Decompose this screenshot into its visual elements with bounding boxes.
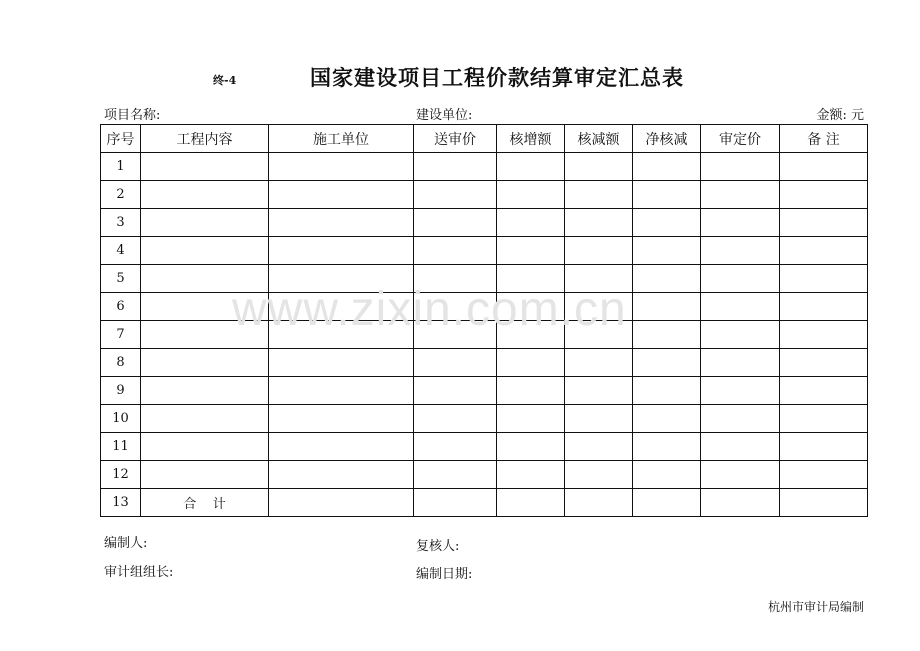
row-cell (780, 489, 868, 517)
row-cell (414, 489, 497, 517)
col-header-submitted-price: 送审价 (414, 125, 497, 153)
col-header-content: 工程内容 (141, 125, 269, 153)
table-row (101, 153, 868, 181)
reviewer-label: 复核人: (416, 539, 460, 554)
row-cell (565, 489, 633, 517)
col-header-net-decrease: 净核减 (633, 125, 701, 153)
row-cell (633, 237, 701, 265)
row-cell (497, 181, 565, 209)
row-cell (497, 349, 565, 377)
row-cell (633, 489, 701, 517)
project-name-label: 项目名称: (104, 108, 161, 123)
row-cell (780, 237, 868, 265)
row-cell (633, 209, 701, 237)
team-leader-label: 审计组组长: (104, 565, 174, 580)
row-cell (414, 433, 497, 461)
row-cell (633, 153, 701, 181)
issuer-label: 杭州市审计局编制 (767, 600, 864, 614)
row-cell (701, 153, 780, 181)
row-cell (269, 489, 414, 517)
row-seq-cell: 1 (101, 153, 141, 181)
row-cell (497, 433, 565, 461)
row-cell (565, 349, 633, 377)
row-content-cell (141, 181, 269, 209)
row-cell (701, 405, 780, 433)
row-cell (780, 209, 868, 237)
row-cell (497, 489, 565, 517)
row-cell (497, 153, 565, 181)
row-cell (414, 405, 497, 433)
row-cell (633, 321, 701, 349)
col-header-increase: 核增额 (497, 125, 565, 153)
row-cell (269, 209, 414, 237)
row-cell (780, 153, 868, 181)
row-content-cell (141, 237, 269, 265)
row-cell (780, 377, 868, 405)
row-cell (414, 237, 497, 265)
col-header-remarks: 备 注 (780, 125, 868, 153)
page-title: 国家建设项目工程价款结算审定汇总表 (310, 65, 684, 90)
table-row (101, 461, 868, 489)
row-cell (497, 237, 565, 265)
row-cell (565, 433, 633, 461)
row-cell (269, 181, 414, 209)
row-content-cell (141, 153, 269, 181)
watermark: www.zixin.com.cn (232, 283, 627, 336)
row-cell (497, 461, 565, 489)
row-cell (269, 433, 414, 461)
row-cell (701, 321, 780, 349)
row-seq-cell: 3 (101, 209, 141, 237)
table-row (101, 489, 868, 517)
row-cell (701, 293, 780, 321)
row-cell (269, 405, 414, 433)
row-seq-cell: 13 (101, 489, 141, 517)
row-cell (633, 405, 701, 433)
row-cell (633, 461, 701, 489)
row-cell (780, 461, 868, 489)
amount-label: 金额: 元 (816, 108, 864, 123)
row-cell (701, 209, 780, 237)
row-cell (701, 489, 780, 517)
row-cell (633, 181, 701, 209)
table-row (101, 405, 868, 433)
row-cell (497, 377, 565, 405)
col-header-decrease: 核减额 (565, 125, 633, 153)
row-cell (780, 293, 868, 321)
row-seq-cell: 2 (101, 181, 141, 209)
row-cell (701, 181, 780, 209)
row-cell (701, 237, 780, 265)
row-cell (701, 377, 780, 405)
row-seq-cell: 11 (101, 433, 141, 461)
row-cell (565, 209, 633, 237)
row-seq-cell: 6 (101, 293, 141, 321)
row-cell (633, 293, 701, 321)
row-cell (633, 265, 701, 293)
row-cell (633, 433, 701, 461)
row-cell (414, 461, 497, 489)
row-cell (565, 181, 633, 209)
col-header-seq: 序号 (101, 125, 141, 153)
row-cell (565, 461, 633, 489)
row-cell (269, 237, 414, 265)
preparer-label: 编制人: (104, 536, 148, 551)
row-content-cell (141, 349, 269, 377)
row-content-cell: 合 计 (141, 489, 269, 517)
row-seq-cell: 7 (101, 321, 141, 349)
row-cell (633, 377, 701, 405)
construction-unit-label: 建设单位: (416, 108, 473, 123)
row-cell (269, 461, 414, 489)
row-cell (633, 349, 701, 377)
table-row (101, 237, 868, 265)
row-cell (780, 405, 868, 433)
col-header-approved-price: 审定价 (701, 125, 780, 153)
row-cell (780, 349, 868, 377)
row-cell (497, 209, 565, 237)
table-row (101, 181, 868, 209)
row-content-cell (141, 433, 269, 461)
row-cell (565, 405, 633, 433)
row-cell (269, 153, 414, 181)
row-cell (701, 349, 780, 377)
row-seq-cell: 5 (101, 265, 141, 293)
row-cell (414, 349, 497, 377)
row-cell (565, 153, 633, 181)
row-content-cell (141, 209, 269, 237)
table-row (101, 349, 868, 377)
row-content-cell (141, 461, 269, 489)
row-cell (780, 265, 868, 293)
row-content-cell (141, 377, 269, 405)
row-seq-cell: 12 (101, 461, 141, 489)
table-row (101, 209, 868, 237)
row-cell (565, 237, 633, 265)
row-cell (780, 321, 868, 349)
form-code: 终-4 (213, 74, 237, 87)
row-cell (414, 209, 497, 237)
row-seq-cell: 4 (101, 237, 141, 265)
table-row (101, 433, 868, 461)
row-cell (701, 265, 780, 293)
table-header-row (101, 125, 868, 153)
row-cell (414, 377, 497, 405)
row-cell (565, 377, 633, 405)
table-row (101, 377, 868, 405)
row-seq-cell: 8 (101, 349, 141, 377)
row-seq-cell: 10 (101, 405, 141, 433)
row-cell (780, 181, 868, 209)
row-cell (269, 349, 414, 377)
prepared-date-label: 编制日期: (416, 567, 473, 582)
row-cell (414, 153, 497, 181)
row-cell (414, 181, 497, 209)
row-seq-cell: 9 (101, 377, 141, 405)
row-cell (497, 405, 565, 433)
row-cell (780, 433, 868, 461)
row-cell (701, 461, 780, 489)
row-cell (269, 377, 414, 405)
row-cell (701, 433, 780, 461)
row-content-cell (141, 405, 269, 433)
col-header-contractor: 施工单位 (269, 125, 414, 153)
